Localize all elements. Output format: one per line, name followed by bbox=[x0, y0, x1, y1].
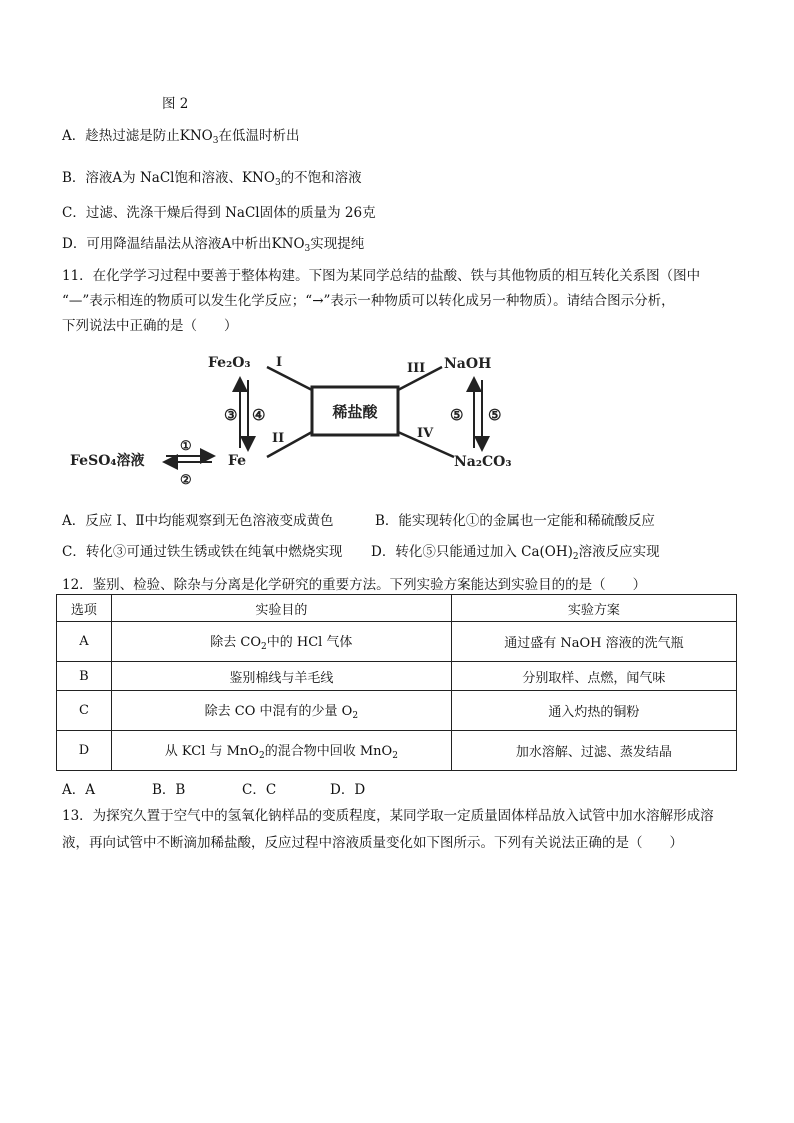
row-goal: 除去 $CO_2$中的 HCl 气体 bbox=[111, 622, 451, 662]
q11-line-2: “—”表示相连的物质可以发生化学反应；“→”表示一种物质可以转化成另一种物质）。请结合图示分析， bbox=[62, 293, 675, 309]
q10-option-d: D．可用降温结晶法从溶液A中析出$KNO_3$实现提纯 bbox=[62, 236, 365, 254]
node-fe: Fe bbox=[228, 453, 247, 469]
label-2: ② bbox=[180, 473, 192, 488]
q11-option-d: D．转化⑤只能通过加入 $Ca(OH)_2$溶液反应实现 bbox=[371, 544, 660, 562]
table-row bbox=[57, 622, 737, 662]
q10-option-a: A．趁热过滤是防止$KNO_3$在低温时析出 bbox=[62, 128, 300, 146]
q10-option-b: B．溶液A为 NaCl饱和溶液、$KNO_3$的不饱和溶液 bbox=[62, 170, 362, 188]
q12-stem: 12．鉴别、检验、除杂与分离是化学研究的重要方法。下列实验方案能达到实验目的的是（ ） bbox=[62, 577, 647, 593]
row-plan: 通入灼热的铜粉 bbox=[451, 691, 736, 731]
label-3: ③ bbox=[224, 406, 238, 424]
q12-answer-options bbox=[62, 778, 365, 798]
q11-line-3: 下列说法中正确的是（ ） bbox=[62, 318, 238, 334]
q11-stem bbox=[62, 264, 742, 339]
label-4: ④ bbox=[252, 406, 266, 424]
q11-option-a: A．反应 I、Ⅱ中均能观察到无色溶液变成黄色 bbox=[62, 513, 334, 529]
row-option: B bbox=[57, 662, 112, 691]
header-goal: 实验目的 bbox=[111, 595, 451, 622]
table-header-row bbox=[57, 595, 737, 622]
table-row bbox=[57, 731, 737, 771]
q12-answer-d: D．D bbox=[330, 782, 366, 798]
table-row bbox=[57, 691, 737, 731]
node-fe2o3: Fe₂O₃ bbox=[208, 355, 251, 371]
q10-option-c: C．过滤、洗涤干燥后得到 NaCl固体的质量为 26克 bbox=[62, 205, 376, 221]
reaction-iv: IV bbox=[417, 426, 434, 441]
label-5a: ⑤ bbox=[450, 406, 464, 424]
reaction-iii: III bbox=[407, 361, 426, 376]
q12-answer-b: B．B bbox=[152, 782, 186, 798]
table-row bbox=[57, 662, 737, 691]
line-fe2o3-hcl bbox=[267, 367, 312, 390]
q11-option-b: B．能实现转化①的金属也一定能和稀硫酸反应 bbox=[375, 513, 655, 529]
row-plan: 通过盛有 NaOH 溶液的洗气瓶 bbox=[451, 622, 736, 662]
label-5b: ⑤ bbox=[488, 406, 502, 424]
header-option: 选项 bbox=[57, 595, 112, 622]
q13-line-1: 13．为探究久置于空气中的氢氧化钠样品的变质程度，某同学取一定质量固体样品放入试管中加水溶解形成溶 bbox=[62, 808, 714, 824]
reaction-ii: II bbox=[272, 431, 285, 446]
row-plan: 分别取样、点燃，闻气味 bbox=[451, 662, 736, 691]
node-na2co3: Na₂CO₃ bbox=[454, 454, 512, 470]
row-option: D bbox=[57, 731, 112, 771]
node-naoh: NaOH bbox=[444, 356, 492, 372]
center-label: 稀盐酸 bbox=[332, 403, 378, 421]
q11-relation-diagram bbox=[62, 342, 532, 494]
q12-table bbox=[56, 594, 737, 771]
q12-answer-c: C．C bbox=[242, 782, 277, 798]
row-goal: 鉴别棉线与羊毛线 bbox=[111, 662, 451, 691]
node-feso4: FeSO₄溶液 bbox=[70, 453, 145, 469]
q11-option-c: C．转化③可通过铁生锈或铁在纯氧中燃烧实现 bbox=[62, 544, 343, 560]
header-plan: 实验方案 bbox=[451, 595, 736, 622]
q11-line-1: 11．在化学学习过程中要善于整体构建。下图为某同学总结的盐酸、铁与其他物质的相互转化关系图（图中 bbox=[62, 268, 701, 284]
figure-label: 图 2 bbox=[162, 96, 189, 112]
q13-stem bbox=[62, 803, 714, 857]
q13-line-2: 液，再向试管中不断滴加稀盐酸，反应过程中溶液质量变化如下图所示。下列有关说法正确的是（ ） bbox=[62, 835, 683, 851]
row-option: A bbox=[57, 622, 112, 662]
q12-answer-a: A．A bbox=[62, 782, 95, 798]
row-goal: 从 KCl 与 MnO$_2$的混合物中回收 MnO$_2$ bbox=[111, 731, 451, 771]
row-goal: 除去 CO 中混有的少量 $O_2$ bbox=[111, 691, 451, 731]
row-plan: 加水溶解、过滤、蒸发结晶 bbox=[451, 731, 736, 771]
label-1: ① bbox=[180, 439, 192, 454]
reaction-i: I bbox=[276, 355, 283, 370]
row-option: C bbox=[57, 691, 112, 731]
